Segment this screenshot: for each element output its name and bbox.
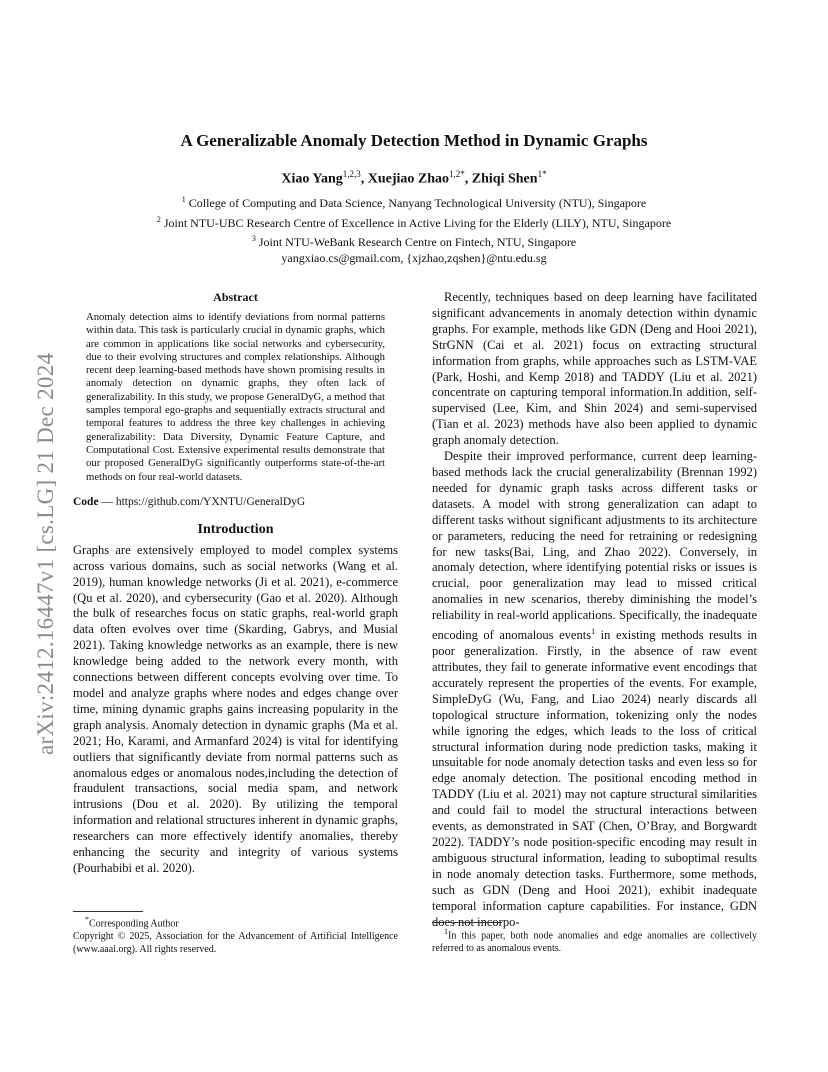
intro-paragraph-3 (432, 449, 757, 930)
right-column (432, 290, 757, 930)
code-label: Code (73, 495, 99, 508)
affiliation-line (0, 231, 828, 251)
affiliation-text: Joint NTU-UBC Research Centre of Excellence in Active Living for the Elderly (LILY), NTU, Singapore (163, 215, 672, 230)
author-emails: yangxiao.cs@gmail.com, {xjzhao,zqshen}@ntu.edu.sg (281, 250, 547, 265)
footnotes-left (73, 913, 398, 956)
footnote-marker: 1 (444, 927, 448, 936)
author-affil-sup: 1* (537, 169, 547, 179)
introduction-heading: Introduction (197, 521, 274, 537)
affiliation-text: Joint NTU-WeBank Research Centre on Fintech, NTU, Singapore (258, 235, 577, 249)
intro-paragraph-1: Graphs are extensively employed to model complex systems across various domains, such as social networks (Wang et al. 2019), human knowledge networks (Ji et al. 2021), e-commerce (Qu et al. 2020), and cybersecurity (Gao et al. 2020). Although the bulk of researches focus on static graphs, real-world graph data often evolves over time (Skarding, Gabrys, and Musial 2021). Taking knowledge networks as an example, there is new knowledge being added to the network every month, with connections between different concepts evolving over time. To model and analyze graphs where nodes and edges change over time, mining dynamic graphs gains increasing popularity in the graph analysis. Anomaly detection in dynamic graphs (Ma et al. 2021; Ho, Karami, and Armanfard 2024) is vital for identifying outliers that significantly deviate from normal patterns such as anomalous edges or anomalous nodes,including the detection of fraudulent transactions, social media spam, and network intrusions (Dou et al. 2020). By utilizing the temporal information and relational structures inherent in dynamic graphs, researchers can more effectively identify anomalies, thereby enhancing the security and integrity of various systems (Pourhabibi et al. 2020). (73, 542, 398, 875)
code-separator: — (98, 495, 116, 508)
affiliation-line (0, 192, 828, 212)
abstract-heading: Abstract (213, 290, 258, 304)
code-line (73, 496, 398, 508)
author-separator: , (360, 171, 368, 187)
affiliations (0, 192, 828, 266)
intro-paragraph-3-part-b: in existing methods results in poor generalization. Firstly, in the absence of raw event attributes, they fail to generate informative event encodings that accurately represent the properties of the events. For example, SimpleDyG (Wu, Fang, and Liao 2024) nearly discards all topological structure information, tokenizing only the nodes while ignoring the edges, which leads to the loss of critical structural information during node prediction tasks, making it unsuitable for node anomaly detection tasks and even less so for edge anomaly detection. The positional encoding method in TADDY (Liu et al. 2021) may not capture structural similarities and could fail to model the structural interactions between events, as demonstrated in SAT (Chen, O’Bray, and Borgwardt 2022). TADDY’s node position-specific encoding may result in ambiguous structural information, leading to suboptimal results in node anomaly detection tasks. Furthermore, some methods, such as GDN (Deng and Hooi 2021), exhibit inadequate temporal information capture capabilities. For instance, GDN does not incorpo- (432, 628, 757, 929)
author-name: Xiao Yang (281, 171, 343, 187)
arxiv-identifier: arXiv:2412.16447v1 [cs.LG] 21 Dec 2024 (33, 352, 58, 755)
copyright-notice: Copyright © 2025, Association for the Advancement of Artificial Intelligence (www.aaai.org). All rights reserved. (73, 931, 398, 956)
corresponding-author-note (73, 913, 398, 930)
paper-title: A Generalizable Anomaly Detection Method in Dynamic Graphs (180, 131, 648, 150)
arxiv-sidebar (16, 285, 58, 755)
footnote-ref[interactable]: 1 (591, 627, 596, 637)
author-separator: , (464, 171, 472, 187)
affiliation-sup: 1 (181, 195, 186, 204)
affiliation-sup: 3 (251, 234, 256, 243)
affiliation-sup: 2 (156, 214, 161, 224)
code-link[interactable]: https://github.com/YXNTU/GeneralDyG (115, 495, 306, 508)
abstract-text: Anomaly detection aims to identify deviations from normal patterns within data. This task is particularly crucial in dynamic graphs, which are common in applications like social networks and cybersecurity, due to their evolving structures and complex relationships. Although recent deep learning-based methods have shown promising results in anomaly detection on dynamic graphs, they often lack of generalizability. In this study, we propose GeneralDyG, a method that samples temporal ego-graphs and sequentially extracts structural and temporal features to address the three key challenges in achieving generalizability: Data Diversity, Dynamic Feature Capture, and Computational Cost. Extensive experimental results demonstrate that our proposed GeneralDyG significantly outperforms state-of-the-art methods on four real-world datasets. (86, 311, 385, 483)
footnote-1-text: In this paper, both node anomalies and edge anomalies are collectively referred to as anomalous events. (432, 930, 757, 955)
corresponding-author-text: Corresponding Author (89, 918, 179, 930)
footnote-marker: * (85, 915, 89, 924)
author-affil-sup: 1,2* (449, 169, 465, 179)
author-affil-sup: 1,2,3 (342, 169, 361, 179)
left-column (73, 290, 398, 877)
intro-paragraph-2: Recently, techniques based on deep learning have facilitated significant advancements in anomaly detection within dynamic graphs. For example, methods like GDN (Deng and Hooi 2021), StrGNN (Cai et al. 2021) focus on extracting structural information from graphs, while approaches such as LSTM-VAE (Park, Hoshi, and Kemp 2018) and TADDY (Liu et al. 2021) concentrate on capturing temporal information.In addition, self-supervised (Lee, Kim, and Shin 2024) and semi-supervised (Tian et al. 2023) methods have also been applied to dynamic graph anomaly detection. (432, 290, 757, 448)
author-name: Xuejiao Zhao (367, 171, 450, 187)
footnote-rule-right (432, 922, 502, 923)
affiliation-text: College of Computing and Data Science, Nanyang Technological University (NTU), Singapore (188, 196, 647, 210)
footnote-rule-left (73, 911, 143, 912)
footnote-1 (432, 925, 757, 955)
author-name: Zhiqi Shen (471, 171, 538, 187)
author-list (0, 169, 828, 188)
intro-paragraph-3-part-a: Despite their improved performance, current deep learning-based methods lack the crucial generalizability (Brennan 1992) needed for dynamic graph tasks across different tasks or datasets. A model with strong generalization can adapt to different tasks without significant adjustments to its architecture or parameters, reducing the need for retraining or redesigning for new tasks(Bai, Ling, and Zhao 2022). Conversely, in anomaly detection, where identifying potential risks or issues is crucial, poor generalization may lead to missed critical anomalies in new scenarios, thereby diminishing the model’s reliability in real-world applications. Specifically, the inadequate encoding of anomalous events (432, 449, 757, 643)
affiliation-line (0, 212, 828, 232)
